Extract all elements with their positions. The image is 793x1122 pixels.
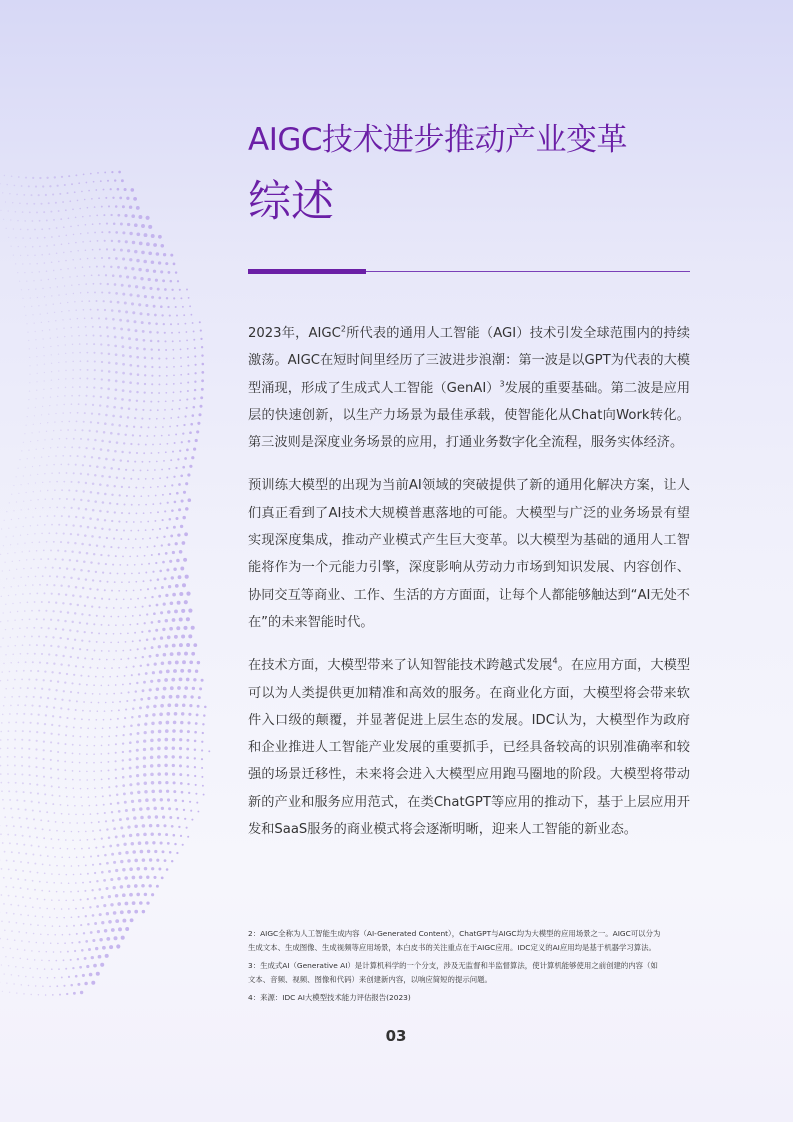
footnotes (248, 927, 690, 1009)
footnote-marker: 2 (340, 324, 346, 334)
paragraph (248, 652, 690, 843)
footnote-marker: 3 (499, 379, 505, 389)
page-number: 03 (385, 1027, 407, 1045)
paragraph-text: 发展的重要基础。第二波是应用层的快速创新，以生产力场景为最佳承载，使智能化从Chat向Work转化。第三波则是深度业务场景的应用，打通业务数字化全流程，服务实体经济。 (248, 380, 691, 451)
paragraph (248, 320, 690, 456)
footnote-marker: 4 (552, 656, 558, 666)
paragraph-text: 。在应用方面，大模型可以为人类提供更加精准和高效的服务。在商业化方面，大模型将会带来软件入口级的颠覆，并显著促进上层生态的发展。IDC认为，大模型作为政府和企业推进人工智能产业发展的重要抓手，已经具备较高的识别准确率和较强的场景迁移性，未来将会进入大模型应用跑马圈地的阶段。大模型将带动新的产业和服务应用范式，在类ChatGPT等应用的推动下，基于上层应用开发和SaaS服务的商业模式将会逐渐明晰，迎来人工智能的新业态。 (248, 658, 691, 838)
paragraph (248, 472, 690, 636)
footnote: 4：来源：IDC AI大模型技术能力评估报告(2023) (248, 993, 411, 1002)
footnote: 2：AIGC全称为人工智能生成内容（AI-Generated Content），ChatGPT与AIGC均为大模型的应用场景之一。AIGC可以分为 生成文本、生成图像、生成视频等应用场景，本白皮书的关注重点在于AIGC应用。IDC定义的AI应用均是基于机器学习算法。 (248, 929, 661, 952)
page-title: AIGC技术进步推动产业变革 (248, 122, 628, 158)
page-subtitle: 综述 (248, 177, 334, 227)
paragraph-text: 所代表的通用人工智能（AGI）技术引发全球范围内的持续激荡。AIGC在短时间里经历了三波进步浪潮：第一波是以GPT为代表的大模型涌现，形成了生成式人工智能（GenAI） (248, 326, 690, 396)
paragraph-text: 预训练大模型的出现为当前AI领域的突破提供了新的通用化解决方案，让人们真正看到了AI技术大规模普惠落地的可能。大模型与广泛的业务场景有望实现深度集成，推动产业模式产生巨大变革。以大模型为基础的通用人工智能将作为一个元能力引擎，深度影响从劳动力市场到知识发展、内容创作、协同交互等商业、工作、生活的方方面面，让每个人都能够触达到“AI无处不在”的未来智能时代。 (248, 478, 690, 630)
title-divider-accent (248, 269, 366, 274)
paragraph-text: 2023年，AIGC (248, 326, 341, 341)
paragraph-text: 在技术方面，大模型带来了认知智能技术跨越式发展 (248, 658, 553, 674)
body-text (248, 320, 690, 859)
footnote: 3：生成式AI（Generative AI）是计算机科学的一个分支，涉及无监督和半监督算法，使计算机能够使用之前创建的内容（如 文本、音频、视频、图像和代码）来创建新内容，以响应简短的提示问题。 (248, 961, 658, 984)
